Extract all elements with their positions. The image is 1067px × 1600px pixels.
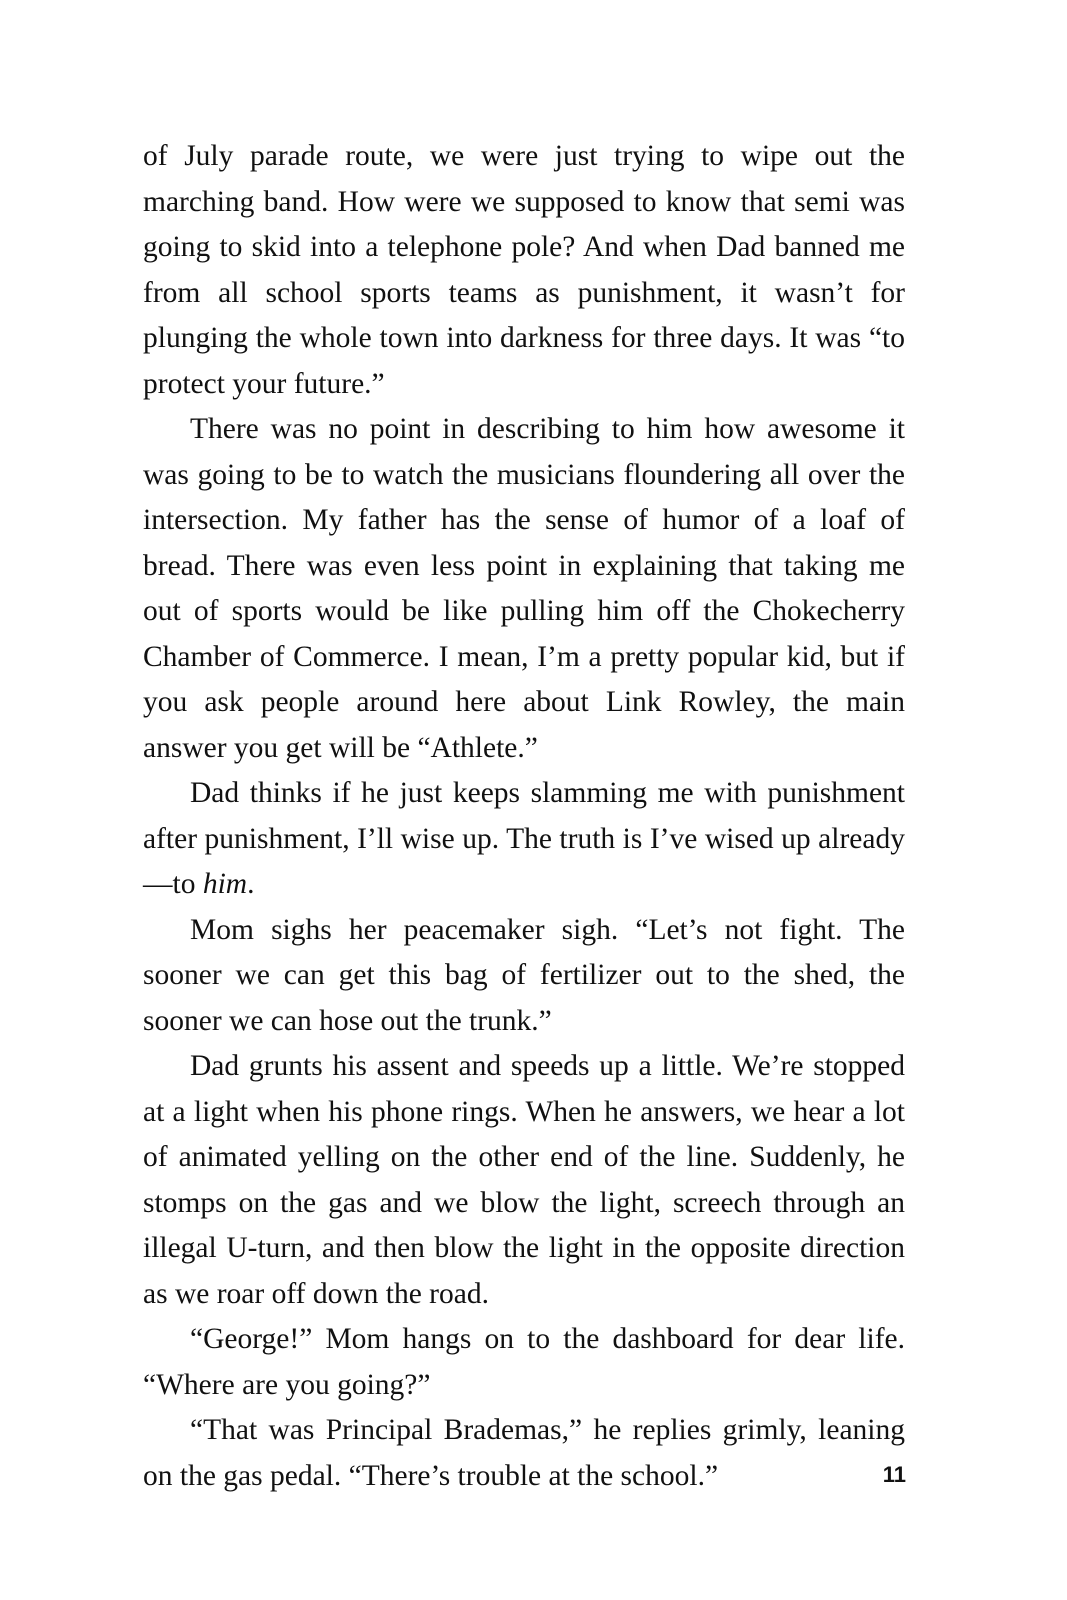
paragraph [143, 771, 905, 908]
body-text [143, 134, 905, 1499]
paragraph: “George!” Mom hangs on to the dashboard for dear life. “Where are you going?” [143, 1323, 905, 1401]
paragraph: “That was Principal Brademas,” he replies grimly, leaning on the gas pedal. “There’s trouble at the school.” [143, 1414, 905, 1492]
paragraph-text: Dad thinks if he just keeps slamming me with punishment after punishment, I’ll wise up. The truth is I’ve wised up already—to [143, 777, 905, 900]
paragraph: There was no point in describing to him how awesome it was going to be to watch the musicians floundering all over the intersection. My father has the sense of humor of a loaf of bread. There was even less point in explaining that taking me out of sports would be like pulling him off the Chokecherry Chamber of Commerce. I mean, I’m a pretty popular kid, but if you ask people around here about Link Rowley, the main answer you get will be “Athlete.” [143, 413, 905, 764]
paragraph-text: . [247, 868, 255, 900]
paragraph: Dad grunts his assent and speeds up a little. We’re stopped at a light when his phone rings. When he answers, we hear a lot of animated yelling on the other end of the line. Suddenly, he stomps on the gas and we blow the light, screech through an illegal U-turn, and then blow the light in the opposite direction as we roar off down the road. [143, 1050, 905, 1310]
emphasis-text: him [202, 868, 248, 900]
paragraph: of July parade route, we were just trying to wipe out the marching band. How were we supposed to know that semi was going to skid into a telephone pole? And when Dad banned me from all school sports teams as punishment, it wasn’t for plunging the whole town into darkness for three days. It was “to protect your future.” [143, 140, 905, 400]
paragraph: Mom sighs her peacemaker sigh. “Let’s not fight. The sooner we can get this bag of fertilizer out to the shed, the sooner we can hose out the trunk.” [143, 913, 905, 1037]
page-number: 11 [882, 1462, 906, 1487]
